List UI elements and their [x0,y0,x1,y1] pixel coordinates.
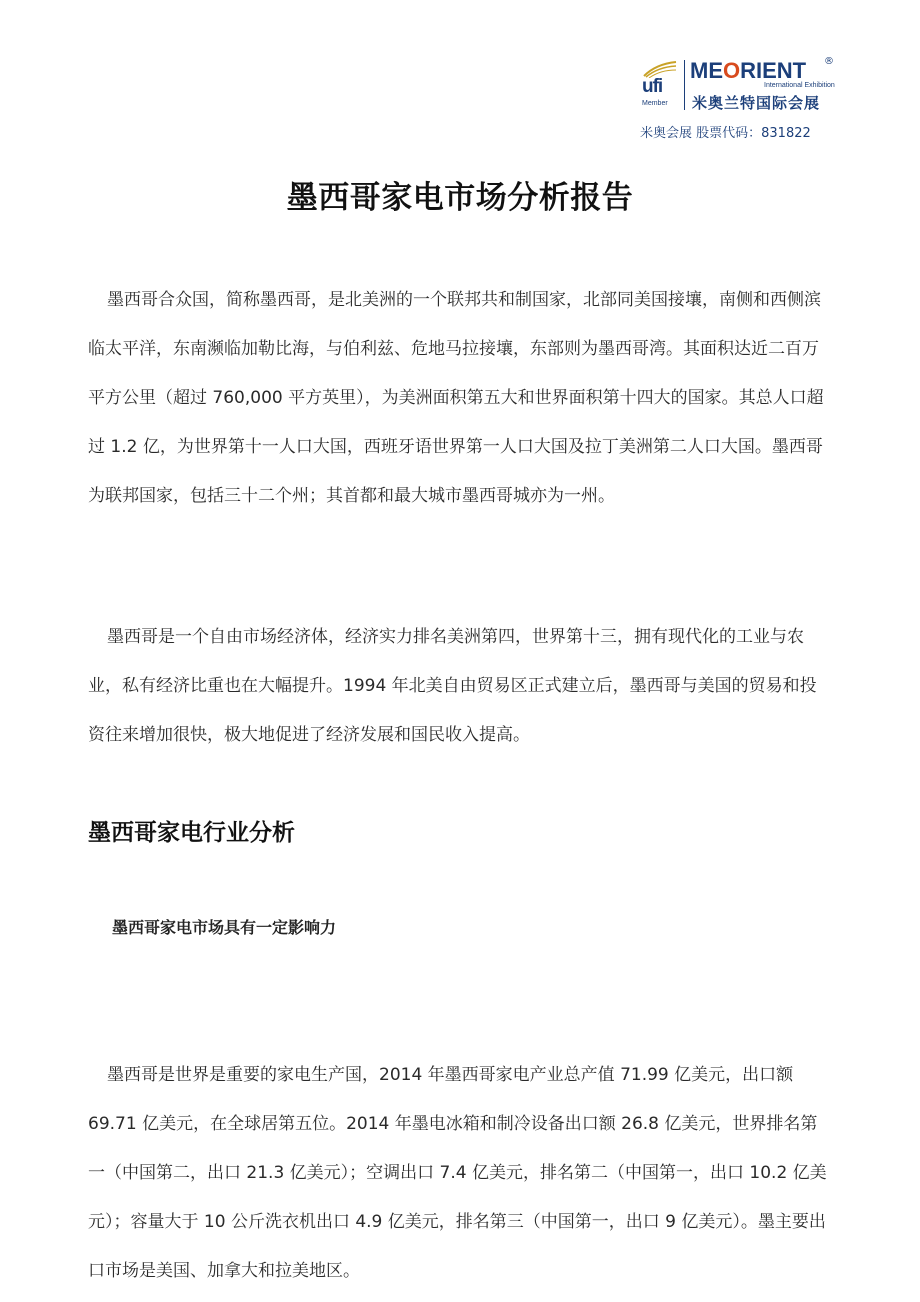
page-title: 墨西哥家电市场分析报告 [286,180,634,216]
international-exhibition-text: International Exhibition [764,82,835,89]
brand-globe-o: O [723,58,741,83]
stock-code-line: 米奥会展 股票代码：831822 [640,126,811,141]
economy-paragraph: 墨西哥是一个自由市场经济体，经济实力排名美洲第四，世界第十三，拥有现代化的工业与农业，私有经济比重也在大幅提升。1994 年北美自由贸易区正式建立后，墨西哥与美国的贸易和投资往来增加很快，极大地促进了经济发展和国民收入提高。 [88,627,817,745]
meorient-logo [640,56,840,144]
logo-divider [684,60,685,110]
intro-paragraph: 墨西哥合众国，简称墨西哥，是北美洲的一个联邦共和制国家，北部同美国接壤，南侧和西侧滨临太平洋，东南濒临加勒比海，与伯利兹、危地马拉接壤，东部则为墨西哥湾。其面积达近二百万平方公里（超过 760,000 平方英里），为美洲面积第五大和世界面积第十四大的国家。其总人口超过 1.2 亿，为世界第十一人口大国，西班牙语世界第一人口大国及拉丁美洲第二人口大国。墨西哥为联邦国家，包括三十二个州；其首都和最大城市墨西哥城亦为一州。 [88,290,824,506]
meorient-wordmark [690,58,806,84]
appliance-paragraph: 墨西哥是世界是重要的家电生产国，2014 年墨西哥家电产业总产值 71.99 亿美元，出口额 69.71 亿美元，在全球居第五位。2014 年墨电冰箱和制冷设备出口额 26.8 亿美元，世界排名第一（中国第二，出口 21.3 亿美元）；空调出口 7.4 亿美元，排名第二（中国第一，出口 10.2 亿美元）；容量大于 10 公斤洗衣机出口 4.9 亿美元，排名第三（中国第一，出口 9 亿美元）。墨主要出口市场是美国、加拿大和拉美地区。 [88,1065,827,1281]
section-heading: 墨西哥家电行业分析 [88,820,295,846]
brand-post: RIENT [740,58,807,83]
ufi-member-text: Member [642,100,668,107]
brand-pre: ME [690,58,723,83]
chinese-company-name: 米奥兰特国际会展 [692,94,821,112]
ufi-text: ufi [642,76,663,97]
registered-mark: ® [824,56,834,67]
ufi-member-badge [640,56,682,110]
subsection-heading: 墨西哥家电市场具有一定影响力 [112,918,337,937]
